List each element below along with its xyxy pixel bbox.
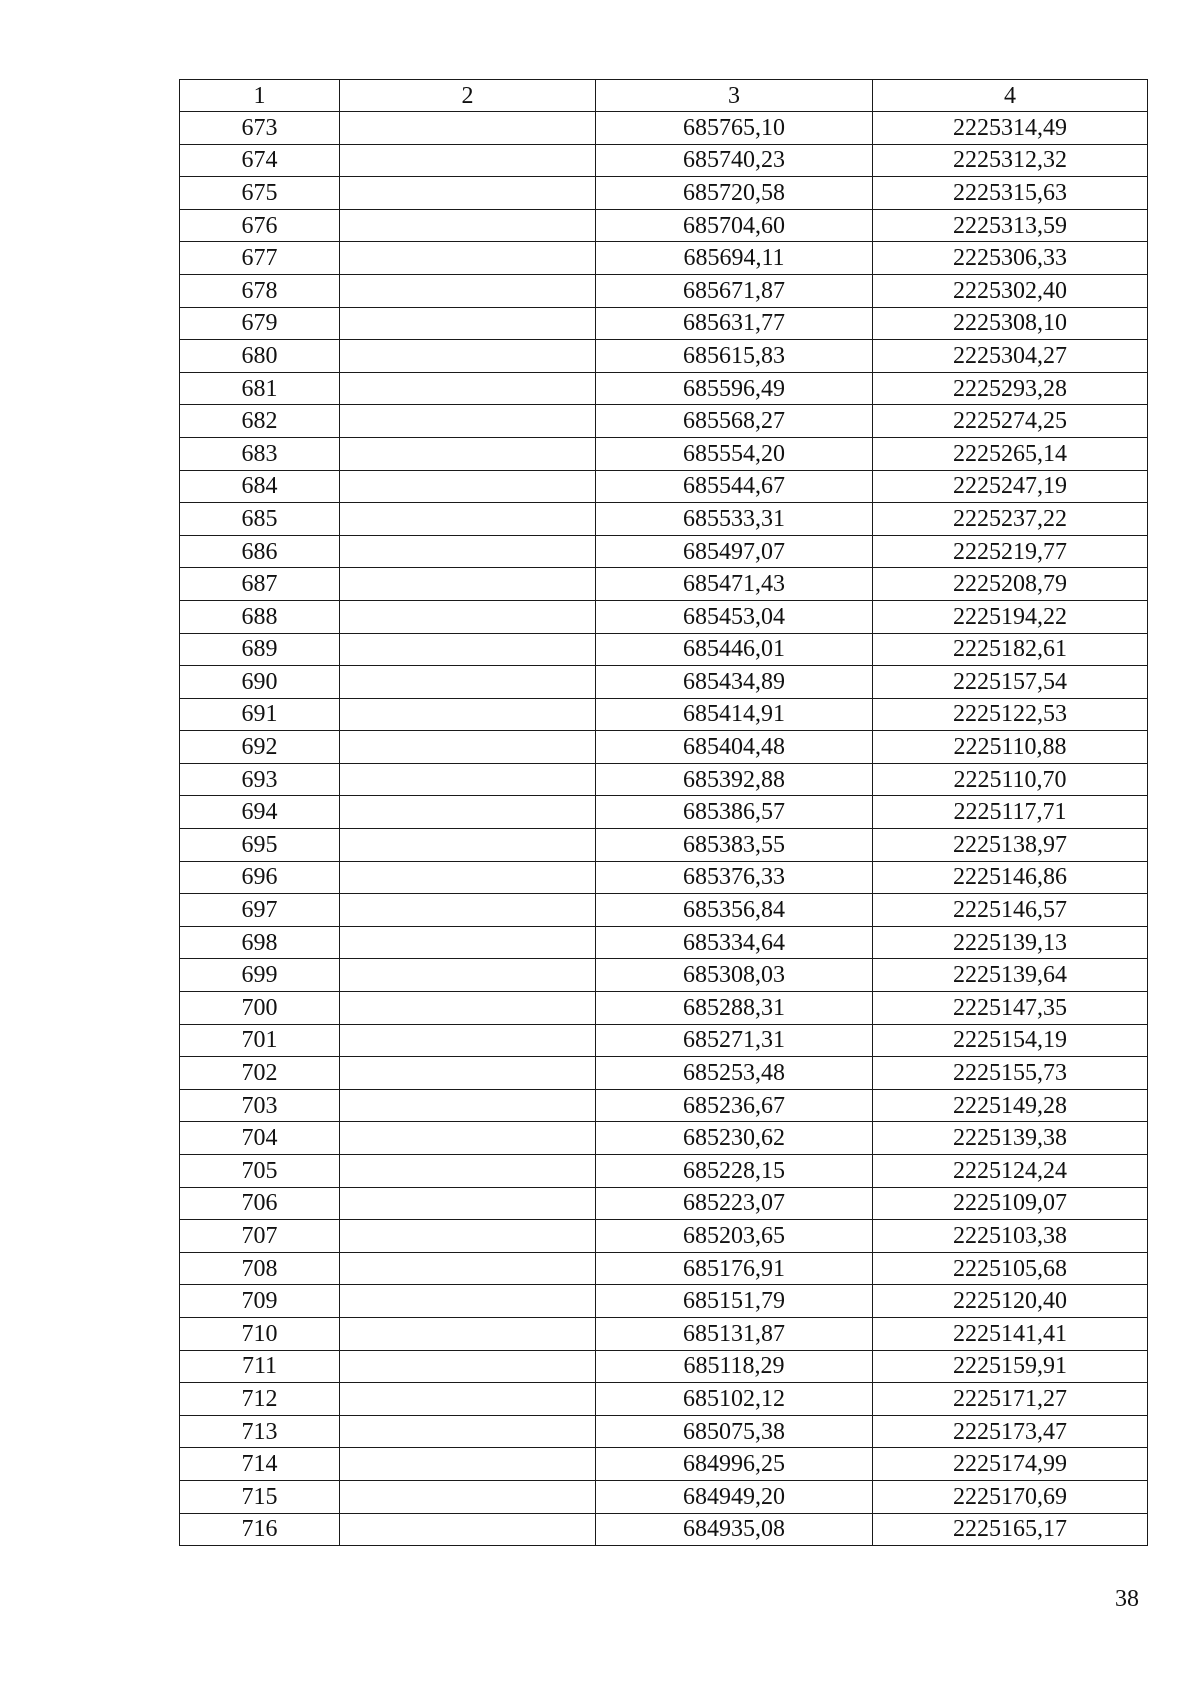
- table-row: [180, 894, 1148, 927]
- point-number-cell: 679: [180, 307, 340, 340]
- y-coordinate-cell: 2225247,19: [873, 470, 1148, 503]
- table-row: [180, 829, 1148, 862]
- point-number-cell: 696: [180, 861, 340, 894]
- table-row: [180, 340, 1148, 373]
- x-coordinate-cell: 685392,88: [596, 763, 873, 796]
- description-cell: [340, 535, 596, 568]
- y-coordinate-cell: 2225302,40: [873, 274, 1148, 307]
- x-coordinate-cell: 685271,31: [596, 1024, 873, 1057]
- x-coordinate-cell: 685694,11: [596, 242, 873, 275]
- x-coordinate-cell: 685102,12: [596, 1383, 873, 1416]
- y-coordinate-cell: 2225109,07: [873, 1187, 1148, 1220]
- table-row: [180, 1480, 1148, 1513]
- description-cell: [340, 437, 596, 470]
- x-coordinate-cell: 685596,49: [596, 372, 873, 405]
- description-cell: [340, 861, 596, 894]
- y-coordinate-cell: 2225110,70: [873, 763, 1148, 796]
- y-coordinate-cell: 2225306,33: [873, 242, 1148, 275]
- x-coordinate-cell: 685720,58: [596, 177, 873, 210]
- table-row: [180, 1155, 1148, 1188]
- point-number-cell: 705: [180, 1155, 340, 1188]
- y-coordinate-cell: 2225208,79: [873, 568, 1148, 601]
- y-coordinate-cell: 2225110,88: [873, 731, 1148, 764]
- table-row: [180, 992, 1148, 1025]
- y-coordinate-cell: 2225159,91: [873, 1350, 1148, 1383]
- x-coordinate-cell: 685376,33: [596, 861, 873, 894]
- x-coordinate-cell: 685453,04: [596, 600, 873, 633]
- point-number-cell: 700: [180, 992, 340, 1025]
- table-row: [180, 1122, 1148, 1155]
- y-coordinate-cell: 2225171,27: [873, 1383, 1148, 1416]
- y-coordinate-cell: 2225293,28: [873, 372, 1148, 405]
- point-number-cell: 712: [180, 1383, 340, 1416]
- y-coordinate-cell: 2225274,25: [873, 405, 1148, 438]
- x-coordinate-cell: 685497,07: [596, 535, 873, 568]
- description-cell: [340, 177, 596, 210]
- x-coordinate-cell: 685288,31: [596, 992, 873, 1025]
- point-number-cell: 711: [180, 1350, 340, 1383]
- x-coordinate-cell: 685386,57: [596, 796, 873, 829]
- table-row: [180, 1187, 1148, 1220]
- description-cell: [340, 307, 596, 340]
- table-row: [180, 209, 1148, 242]
- point-number-cell: 690: [180, 666, 340, 699]
- x-coordinate-cell: 685568,27: [596, 405, 873, 438]
- point-number-cell: 685: [180, 503, 340, 536]
- y-coordinate-cell: 2225122,53: [873, 698, 1148, 731]
- table-row: [180, 1285, 1148, 1318]
- point-number-cell: 702: [180, 1057, 340, 1090]
- y-coordinate-cell: 2225219,77: [873, 535, 1148, 568]
- y-coordinate-cell: 2225194,22: [873, 600, 1148, 633]
- point-number-cell: 714: [180, 1448, 340, 1481]
- table-row: [180, 1513, 1148, 1546]
- point-number-cell: 692: [180, 731, 340, 764]
- point-number-cell: 674: [180, 144, 340, 177]
- table-row: [180, 698, 1148, 731]
- description-cell: [340, 1350, 596, 1383]
- table-row: [180, 1383, 1148, 1416]
- description-cell: [340, 405, 596, 438]
- y-coordinate-cell: 2225313,59: [873, 209, 1148, 242]
- y-coordinate-cell: 2225304,27: [873, 340, 1148, 373]
- point-number-cell: 680: [180, 340, 340, 373]
- description-cell: [340, 144, 596, 177]
- point-number-cell: 691: [180, 698, 340, 731]
- x-coordinate-cell: 685228,15: [596, 1155, 873, 1188]
- point-number-cell: 713: [180, 1415, 340, 1448]
- x-coordinate-cell: 685533,31: [596, 503, 873, 536]
- point-number-cell: 688: [180, 600, 340, 633]
- description-cell: [340, 926, 596, 959]
- description-cell: [340, 666, 596, 699]
- description-cell: [340, 1252, 596, 1285]
- description-cell: [340, 503, 596, 536]
- x-coordinate-cell: 685765,10: [596, 112, 873, 145]
- description-cell: [340, 992, 596, 1025]
- y-coordinate-cell: 2225265,14: [873, 437, 1148, 470]
- y-coordinate-cell: 2225157,54: [873, 666, 1148, 699]
- y-coordinate-cell: 2225105,68: [873, 1252, 1148, 1285]
- x-coordinate-cell: 685230,62: [596, 1122, 873, 1155]
- y-coordinate-cell: 2225138,97: [873, 829, 1148, 862]
- description-cell: [340, 1122, 596, 1155]
- header-col-3: 3: [596, 80, 873, 112]
- x-coordinate-cell: 685544,67: [596, 470, 873, 503]
- description-cell: [340, 731, 596, 764]
- point-number-cell: 709: [180, 1285, 340, 1318]
- x-coordinate-cell: 685356,84: [596, 894, 873, 927]
- description-cell: [340, 274, 596, 307]
- x-coordinate-cell: 685236,67: [596, 1089, 873, 1122]
- table-row: [180, 926, 1148, 959]
- y-coordinate-cell: 2225141,41: [873, 1317, 1148, 1350]
- point-number-cell: 686: [180, 535, 340, 568]
- point-number-cell: 681: [180, 372, 340, 405]
- y-coordinate-cell: 2225173,47: [873, 1415, 1148, 1448]
- table-row: [180, 731, 1148, 764]
- x-coordinate-cell: 685118,29: [596, 1350, 873, 1383]
- header-row: [180, 80, 1148, 112]
- table-row: [180, 1024, 1148, 1057]
- table-row: [180, 274, 1148, 307]
- point-number-cell: 716: [180, 1513, 340, 1546]
- point-number-cell: 699: [180, 959, 340, 992]
- point-number-cell: 689: [180, 633, 340, 666]
- description-cell: [340, 1187, 596, 1220]
- table-row: [180, 861, 1148, 894]
- description-cell: [340, 1220, 596, 1253]
- table-row: [180, 666, 1148, 699]
- description-cell: [340, 698, 596, 731]
- description-cell: [340, 1155, 596, 1188]
- y-coordinate-cell: 2225154,19: [873, 1024, 1148, 1057]
- point-number-cell: 704: [180, 1122, 340, 1155]
- table-row: [180, 1350, 1148, 1383]
- table-row: [180, 600, 1148, 633]
- x-coordinate-cell: 685176,91: [596, 1252, 873, 1285]
- table-row: [180, 144, 1148, 177]
- description-cell: [340, 1383, 596, 1416]
- point-number-cell: 693: [180, 763, 340, 796]
- table-row: [180, 1089, 1148, 1122]
- table-row: [180, 372, 1148, 405]
- table-row: [180, 405, 1148, 438]
- description-cell: [340, 112, 596, 145]
- header-col-4: 4: [873, 80, 1148, 112]
- x-coordinate-cell: 685471,43: [596, 568, 873, 601]
- x-coordinate-cell: 685253,48: [596, 1057, 873, 1090]
- table-row: [180, 1415, 1148, 1448]
- y-coordinate-cell: 2225139,13: [873, 926, 1148, 959]
- y-coordinate-cell: 2225237,22: [873, 503, 1148, 536]
- y-coordinate-cell: 2225146,86: [873, 861, 1148, 894]
- y-coordinate-cell: 2225182,61: [873, 633, 1148, 666]
- y-coordinate-cell: 2225139,38: [873, 1122, 1148, 1155]
- table-row: [180, 535, 1148, 568]
- description-cell: [340, 1089, 596, 1122]
- table-row: [180, 568, 1148, 601]
- description-cell: [340, 633, 596, 666]
- y-coordinate-cell: 2225124,24: [873, 1155, 1148, 1188]
- point-number-cell: 694: [180, 796, 340, 829]
- table-row: [180, 1317, 1148, 1350]
- point-number-cell: 683: [180, 437, 340, 470]
- table-row: [180, 796, 1148, 829]
- x-coordinate-cell: 685704,60: [596, 209, 873, 242]
- point-number-cell: 684: [180, 470, 340, 503]
- x-coordinate-cell: 684935,08: [596, 1513, 873, 1546]
- point-number-cell: 695: [180, 829, 340, 862]
- coordinates-table: [179, 79, 1148, 1546]
- x-coordinate-cell: 685414,91: [596, 698, 873, 731]
- y-coordinate-cell: 2225155,73: [873, 1057, 1148, 1090]
- header-col-1: 1: [180, 80, 340, 112]
- y-coordinate-cell: 2225147,35: [873, 992, 1148, 1025]
- description-cell: [340, 1513, 596, 1546]
- description-cell: [340, 894, 596, 927]
- x-coordinate-cell: 685404,48: [596, 731, 873, 764]
- y-coordinate-cell: 2225312,32: [873, 144, 1148, 177]
- point-number-cell: 682: [180, 405, 340, 438]
- table-row: [180, 470, 1148, 503]
- table-row: [180, 177, 1148, 210]
- page-number: 38: [1115, 1586, 1139, 1612]
- x-coordinate-cell: 684949,20: [596, 1480, 873, 1513]
- point-number-cell: 707: [180, 1220, 340, 1253]
- x-coordinate-cell: 685383,55: [596, 829, 873, 862]
- point-number-cell: 698: [180, 926, 340, 959]
- point-number-cell: 706: [180, 1187, 340, 1220]
- y-coordinate-cell: 2225315,63: [873, 177, 1148, 210]
- table-row: [180, 1252, 1148, 1285]
- description-cell: [340, 1024, 596, 1057]
- x-coordinate-cell: 685223,07: [596, 1187, 873, 1220]
- description-cell: [340, 829, 596, 862]
- description-cell: [340, 242, 596, 275]
- table-row: [180, 112, 1148, 145]
- x-coordinate-cell: 685671,87: [596, 274, 873, 307]
- x-coordinate-cell: 685740,23: [596, 144, 873, 177]
- y-coordinate-cell: 2225103,38: [873, 1220, 1148, 1253]
- x-coordinate-cell: 684996,25: [596, 1448, 873, 1481]
- x-coordinate-cell: 685075,38: [596, 1415, 873, 1448]
- description-cell: [340, 470, 596, 503]
- y-coordinate-cell: 2225139,64: [873, 959, 1148, 992]
- point-number-cell: 697: [180, 894, 340, 927]
- point-number-cell: 710: [180, 1317, 340, 1350]
- y-coordinate-cell: 2225308,10: [873, 307, 1148, 340]
- x-coordinate-cell: 685446,01: [596, 633, 873, 666]
- description-cell: [340, 796, 596, 829]
- y-coordinate-cell: 2225165,17: [873, 1513, 1148, 1546]
- table-row: [180, 242, 1148, 275]
- point-number-cell: 675: [180, 177, 340, 210]
- description-cell: [340, 340, 596, 373]
- table-header: [180, 80, 1148, 112]
- y-coordinate-cell: 2225117,71: [873, 796, 1148, 829]
- table-row: [180, 959, 1148, 992]
- table-row: [180, 633, 1148, 666]
- table-row: [180, 1220, 1148, 1253]
- description-cell: [340, 959, 596, 992]
- description-cell: [340, 209, 596, 242]
- point-number-cell: 676: [180, 209, 340, 242]
- description-cell: [340, 1057, 596, 1090]
- y-coordinate-cell: 2225146,57: [873, 894, 1148, 927]
- description-cell: [340, 1480, 596, 1513]
- x-coordinate-cell: 685334,64: [596, 926, 873, 959]
- table-row: [180, 307, 1148, 340]
- point-number-cell: 677: [180, 242, 340, 275]
- y-coordinate-cell: 2225149,28: [873, 1089, 1148, 1122]
- x-coordinate-cell: 685615,83: [596, 340, 873, 373]
- y-coordinate-cell: 2225170,69: [873, 1480, 1148, 1513]
- x-coordinate-cell: 685203,65: [596, 1220, 873, 1253]
- point-number-cell: 715: [180, 1480, 340, 1513]
- x-coordinate-cell: 685631,77: [596, 307, 873, 340]
- header-col-2: 2: [340, 80, 596, 112]
- description-cell: [340, 372, 596, 405]
- table-row: [180, 1057, 1148, 1090]
- description-cell: [340, 568, 596, 601]
- y-coordinate-cell: 2225174,99: [873, 1448, 1148, 1481]
- description-cell: [340, 600, 596, 633]
- x-coordinate-cell: 685308,03: [596, 959, 873, 992]
- y-coordinate-cell: 2225314,49: [873, 112, 1148, 145]
- y-coordinate-cell: 2225120,40: [873, 1285, 1148, 1318]
- table-body: [180, 112, 1148, 1546]
- point-number-cell: 678: [180, 274, 340, 307]
- table-row: [180, 437, 1148, 470]
- point-number-cell: 687: [180, 568, 340, 601]
- coordinates-table-container: [179, 79, 1147, 1546]
- table-row: [180, 763, 1148, 796]
- x-coordinate-cell: 685434,89: [596, 666, 873, 699]
- x-coordinate-cell: 685554,20: [596, 437, 873, 470]
- description-cell: [340, 1415, 596, 1448]
- table-row: [180, 1448, 1148, 1481]
- table-row: [180, 503, 1148, 536]
- description-cell: [340, 1285, 596, 1318]
- point-number-cell: 673: [180, 112, 340, 145]
- point-number-cell: 708: [180, 1252, 340, 1285]
- x-coordinate-cell: 685151,79: [596, 1285, 873, 1318]
- description-cell: [340, 1448, 596, 1481]
- x-coordinate-cell: 685131,87: [596, 1317, 873, 1350]
- point-number-cell: 701: [180, 1024, 340, 1057]
- description-cell: [340, 763, 596, 796]
- point-number-cell: 703: [180, 1089, 340, 1122]
- description-cell: [340, 1317, 596, 1350]
